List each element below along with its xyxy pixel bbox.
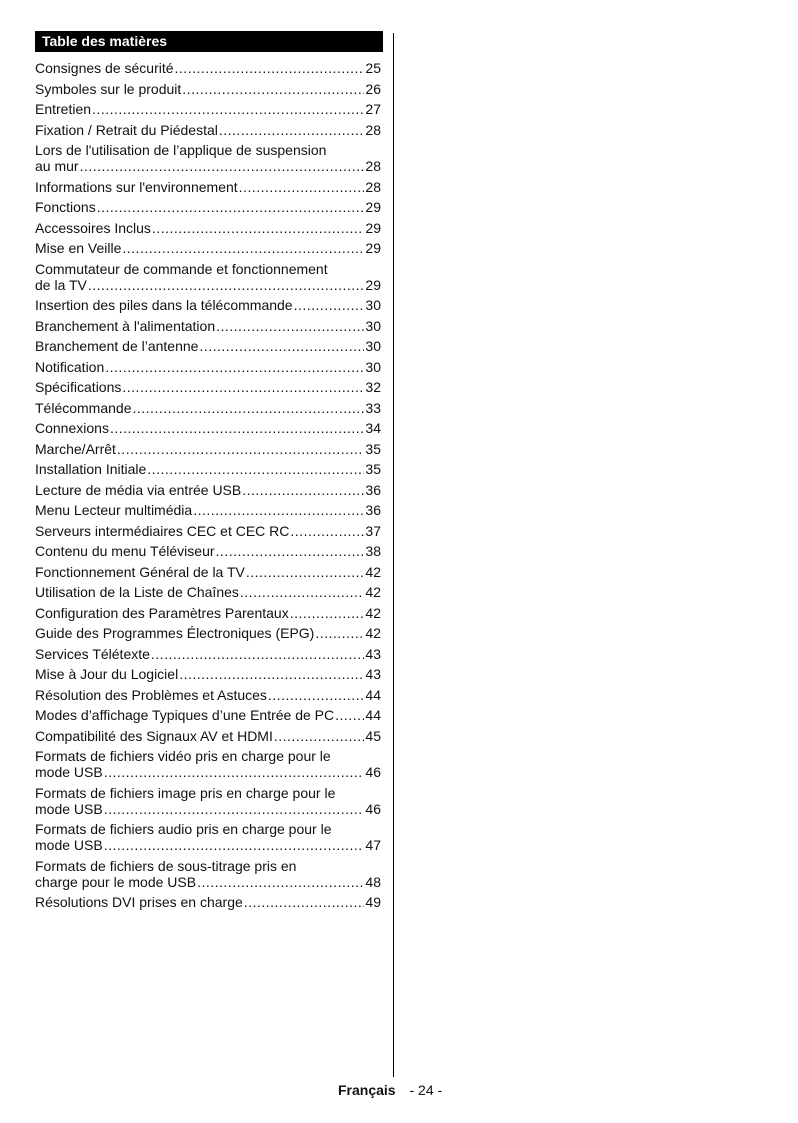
dot-leader [193,502,364,518]
toc-entry-title-line2: mode USB [35,764,103,780]
toc-entry-title: Fixation / Retrait du Piédestal [35,121,218,138]
toc-entry-title: Serveurs intermédiaires CEC et CEC RC [35,522,290,539]
toc-entry-title-line1: Formats de fichiers image pris en charge pour le [35,784,336,801]
toc-entry-title: Notification [35,358,105,375]
toc-header [35,31,383,52]
toc-entry-title-line1: Lors de l'utilisation de l’applique de suspension [35,142,327,158]
toc-entry [35,785,381,817]
toc-entry-page: 35 [365,461,381,477]
toc-entry-title: Lecture de média via entrée USB [35,481,242,498]
toc-entry-title: Compatibilité des Signaux AV et HDMI [35,727,273,744]
dot-leader [242,482,364,498]
dot-leader [88,277,365,293]
toc-entry-page: 38 [365,543,381,559]
toc-entry [35,666,381,682]
toc-entry-title-line2: mode USB [35,837,103,853]
toc-entry [35,728,381,744]
dot-leader [219,122,365,138]
toc-entry [35,858,381,890]
toc-entry-page: 49 [365,894,381,910]
toc-entry-title: Connexions [35,420,109,436]
toc-entry-page: 30 [365,297,381,313]
toc-entry-page: 46 [365,800,381,817]
toc-entry [35,60,381,76]
toc-entry-page: 43 [365,666,381,682]
toc-entry [35,297,381,313]
page-footer [338,1082,442,1098]
dot-leader [244,894,365,910]
toc-entry-page: 26 [365,80,381,97]
dot-leader [290,605,365,621]
toc-entry-title: Installation Initiale [35,461,147,477]
toc-entry [35,81,381,97]
toc-entry-page: 47 [365,837,381,853]
toc-entry-title-line2: mode USB [35,800,103,817]
dot-leader [122,379,364,395]
toc-entry-page: 28 [365,178,381,195]
toc-entry [35,605,381,621]
toc-entry-title: Services Télétexte [35,645,150,662]
dot-leader [216,543,365,559]
toc-entry-title: Fonctionnement Général de la TV [35,563,245,580]
toc-entry [35,707,381,723]
toc-entry-page: 36 [365,502,381,518]
dot-leader [239,179,365,195]
toc-entry-title-line2: au mur [35,158,79,174]
dot-leader [294,297,365,313]
toc-entry [35,338,381,354]
dot-leader [92,101,364,117]
toc-entry [35,261,381,293]
toc-entry [35,420,381,436]
toc-entry-page: 43 [365,645,381,662]
toc-entry-title-line1: Commutateur de commande et fonctionnement [35,260,328,277]
dot-leader [105,359,364,375]
toc-entry [35,240,381,256]
toc-entry [35,543,381,559]
dot-leader [182,81,364,97]
toc-entry-page: 42 [365,625,381,641]
toc-entry-page: 28 [365,121,381,138]
toc-entry [35,502,381,518]
toc-entry [35,199,381,215]
dot-leader [290,523,364,539]
toc-entry [35,122,381,138]
toc-entry [35,584,381,600]
toc-entry [35,379,381,395]
dot-leader [133,400,365,416]
toc-entry [35,625,381,641]
dot-leader [315,625,364,641]
column-divider [393,33,394,1077]
toc-entry-title: Symboles sur le produit [35,80,182,97]
dot-leader [274,728,365,744]
toc-entry-page: 34 [365,420,381,436]
footer-page-number: - 24 - [409,1082,443,1098]
dot-leader [268,687,365,703]
toc-entry-title: Modes d’affichage Typiques d’une Entrée de PC [35,707,335,723]
toc-entry-page: 42 [365,563,381,580]
toc-entry-page: 35 [365,440,381,457]
dot-leader [175,60,365,76]
dot-leader [335,707,364,723]
toc-entry-title-line2: charge pour le mode USB [35,873,197,890]
toc-entry-title: Résolutions DVI prises en charge [35,894,243,910]
toc-entry-title: Consignes de sécurité [35,60,174,76]
toc-entry-title: Marche/Arrêt [35,440,116,457]
toc-entry-page: 30 [365,358,381,375]
toc-entry-page: 46 [365,764,381,780]
dot-leader [147,461,364,477]
footer-language: Français [338,1082,396,1098]
toc-entry-title: Branchement à l'alimentation [35,317,216,334]
toc-entry-title-line1: Formats de fichiers vidéo pris en charge pour le [35,748,331,764]
toc-entry-page: 29 [365,276,381,293]
toc-entry [35,101,381,117]
dot-leader [97,199,365,215]
dot-leader [199,338,364,354]
toc-entry [35,400,381,416]
toc-entry-page: 29 [365,240,381,256]
toc-entry [35,523,381,539]
toc-entry-page: 28 [365,158,381,174]
toc-entry [35,441,381,457]
toc-entry [35,687,381,703]
toc-entry-title-line1: Formats de fichiers de sous-titrage pris en [35,857,297,874]
toc-entry [35,646,381,662]
dot-leader [246,564,365,580]
toc-entry [35,461,381,477]
toc-entry-title: Mise en Veille [35,240,122,256]
toc-entry [35,748,381,780]
toc-entry-title: Informations sur l'environnement [35,178,238,195]
toc-entry-page: 30 [365,317,381,334]
toc-entry-page: 32 [365,379,381,395]
dot-leader [151,646,365,662]
dot-leader [122,240,364,256]
dot-leader [117,441,365,457]
dot-leader [80,158,365,174]
toc-entry-title: Branchement de l’antenne [35,338,199,354]
toc-entry-page: 27 [365,101,381,117]
toc-entry-page: 45 [365,727,381,744]
toc-entry-title-line1: Formats de fichiers audio pris en charge pour le [35,821,332,837]
toc-entry-title: Télécommande [35,399,132,416]
toc-entry-title-line2: de la TV [35,276,87,293]
toc-entry-title: Menu Lecteur multimédia [35,502,193,518]
dot-leader [104,837,365,853]
toc-entry-page: 30 [365,338,381,354]
toc-entry [35,179,381,195]
toc-entry [35,482,381,498]
dot-leader [110,420,364,436]
toc-entry-page: 44 [365,707,381,723]
table-of-contents [35,60,381,915]
toc-entry-page: 44 [365,686,381,703]
dot-leader [179,666,364,682]
toc-entry-page: 37 [365,522,381,539]
toc-entry-page: 25 [365,60,381,76]
dot-leader [240,584,365,600]
toc-entry-title: Accessoires Inclus [35,219,151,236]
dot-leader [104,764,365,780]
toc-entry [35,564,381,580]
toc-entry-title: Résolution des Problèmes et Astuces [35,686,267,703]
toc-entry [35,220,381,236]
toc-entry-page: 29 [365,199,381,215]
toc-entry-page: 36 [365,481,381,498]
toc-entry-title: Contenu du menu Téléviseur [35,543,215,559]
dot-leader [197,874,364,890]
dot-leader [152,220,364,236]
toc-entry-title: Entretien [35,101,92,117]
toc-entry [35,894,381,910]
toc-entry [35,821,381,853]
toc-title: Table des matières [42,33,168,49]
toc-entry-page: 48 [365,873,381,890]
toc-entry-title: Guide des Programmes Électroniques (EPG) [35,625,315,641]
toc-entry [35,359,381,375]
toc-entry-title: Mise à Jour du Logiciel [35,666,179,682]
toc-entry-page: 42 [365,604,381,621]
toc-entry-title: Insertion des piles dans la télécommande [35,297,293,313]
toc-entry-page: 42 [365,584,381,600]
toc-entry-title: Utilisation de la Liste de Chaînes [35,584,239,600]
toc-entry-page: 33 [365,399,381,416]
toc-entry-page: 29 [365,219,381,236]
toc-entry [35,318,381,334]
toc-entry-title: Fonctions [35,199,96,215]
dot-leader [216,318,364,334]
toc-entry-title: Configuration des Paramètres Parentaux [35,604,289,621]
toc-entry-title: Spécifications [35,379,122,395]
toc-entry [35,142,381,174]
dot-leader [104,801,365,817]
